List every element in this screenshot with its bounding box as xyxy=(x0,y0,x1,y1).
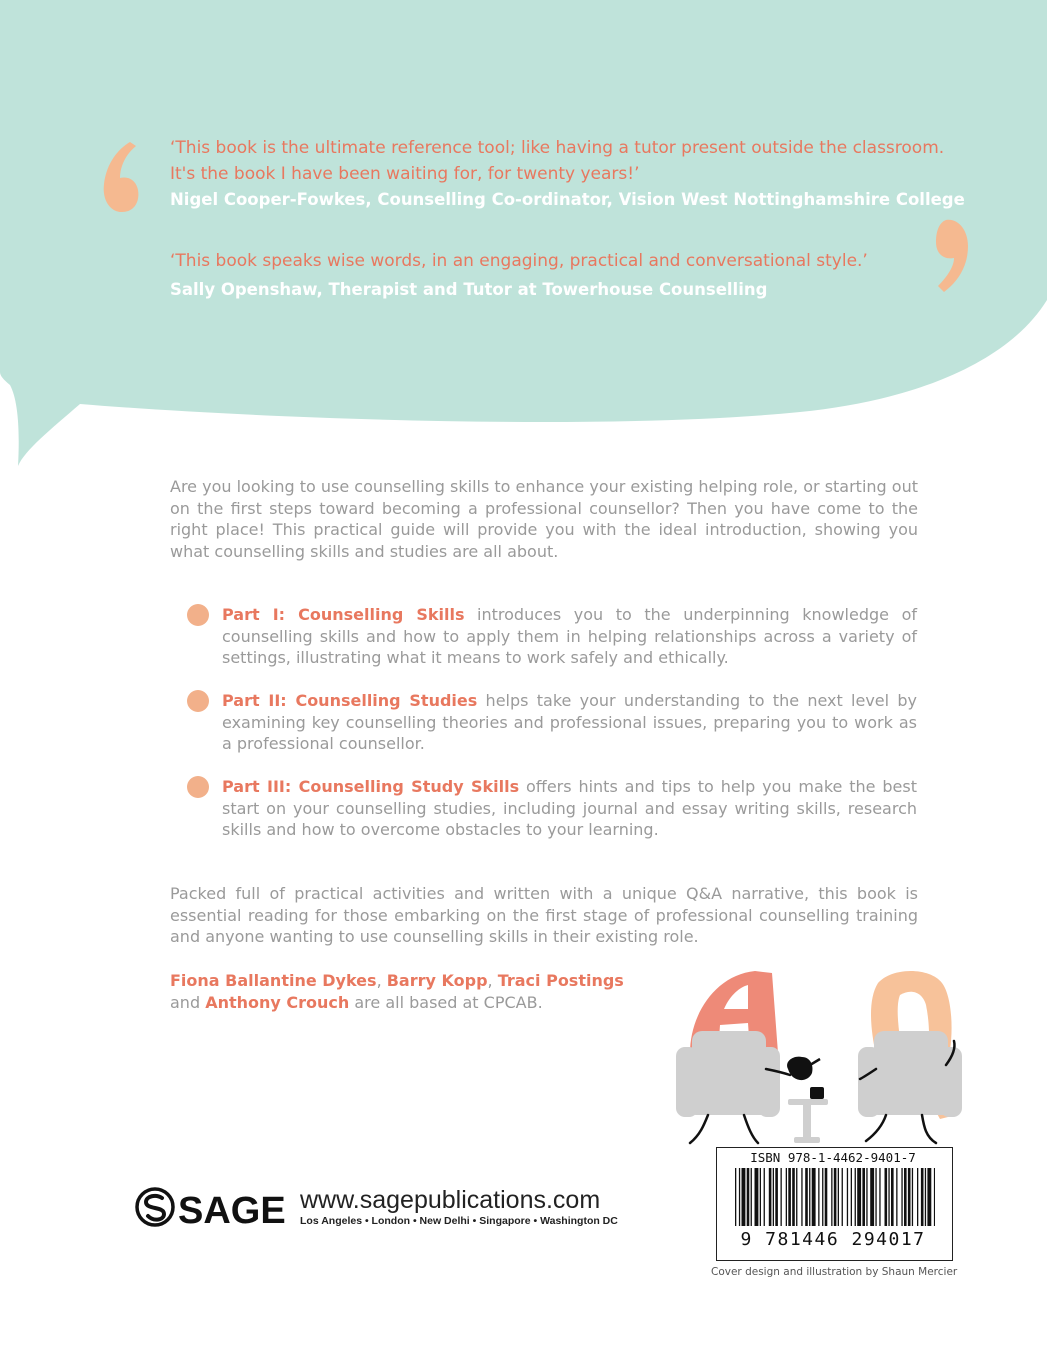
publisher-cities: Los Angeles • London • New Delhi • Singapore • Washington DC xyxy=(300,1215,618,1227)
closing-paragraph: Packed full of practical activities and written with a unique Q&A narrative, this book is essential reading for those embarking on the first stage of professional counselling training and anyone wanting to use counselling skills in their existing role. xyxy=(170,884,918,946)
part-2-description xyxy=(222,690,917,755)
cover-credit: Cover design and illustration by Shaun Mercier xyxy=(711,1266,958,1278)
part-1-text: introduces you to the underpinning knowledge of counselling skills and how to apply them in helping relationships across a variety of settings, illustrating what it means to work safely and ethically. xyxy=(222,605,917,667)
authors-line xyxy=(170,970,624,1013)
bullet-icon xyxy=(187,604,209,626)
barcode-icon xyxy=(735,1168,935,1228)
part-2-text: helps take your understanding to the next level by examining key counselling theories and professional issues, preparing you to work as a professional counsellor. xyxy=(222,691,917,753)
part-1-title: Part I: Counselling Skills xyxy=(222,605,465,624)
quote-2-author: Sally Openshaw, Therapist and Tutor at Towerhouse Counselling xyxy=(170,280,768,299)
isbn-number: 9 781446 294017 xyxy=(740,1229,926,1250)
author-and: and xyxy=(170,992,206,1012)
close-quote-icon xyxy=(932,218,972,294)
open-quote-icon xyxy=(98,140,144,216)
author-2: Barry Kopp xyxy=(386,971,488,990)
bullet-icon xyxy=(187,690,209,712)
isbn-label: ISBN 978-1-4462-9401-7 xyxy=(750,1150,916,1165)
sage-logo-text: SAGE xyxy=(178,1190,286,1230)
author-sep-2: , xyxy=(487,971,498,990)
part-3-title: Part III: Counselling Study Skills xyxy=(222,777,520,796)
part-3-text: offers hints and tips to help you make the best start on your counselling studies, including journal and essay writing skills, research skills and how to overcome obstacles to your learning. xyxy=(222,777,917,839)
part-2-title: Part II: Counselling Studies xyxy=(222,691,478,710)
right-armchair xyxy=(858,1031,962,1117)
authors-suffix: are all based at CPCAB. xyxy=(349,992,543,1012)
speech-bubble xyxy=(0,0,1047,470)
intro-paragraph: Are you looking to use counselling skills to enhance your existing helping role, or starting out on the first steps toward becoming a professional counsellor? Then you have come to the right place! This practical guide will provide you with the ideal introduction, showing you what counselling skills and studies are all about. xyxy=(170,477,918,561)
armchairs-illustration xyxy=(660,965,970,1150)
part-1-description xyxy=(222,604,917,669)
author-1: Fiona Ballantine Dykes xyxy=(170,971,377,990)
quote-1-line-2: It's the book I have been waiting for, for twenty years!’ xyxy=(170,164,640,184)
author-4: Anthony Crouch xyxy=(205,992,350,1012)
author-sep-1: , xyxy=(376,971,387,990)
quote-1-line-1: ‘This book is the ultimate reference tool; like having a tutor present outside the classroom. xyxy=(170,138,945,158)
sage-logo-icon xyxy=(134,1186,294,1230)
bullet-icon xyxy=(187,776,209,798)
quote-1-author: Nigel Cooper-Fowkes, Counselling Co-ordinator, Vision West Nottinghamshire College xyxy=(170,190,965,209)
author-3: Traci Postings xyxy=(497,971,624,990)
quote-2-line-1: ‘This book speaks wise words, in an engaging, practical and conversational style.’ xyxy=(170,251,868,271)
publisher-url[interactable]: www.sagepublications.com xyxy=(300,1186,601,1214)
part-3-description xyxy=(222,776,917,841)
